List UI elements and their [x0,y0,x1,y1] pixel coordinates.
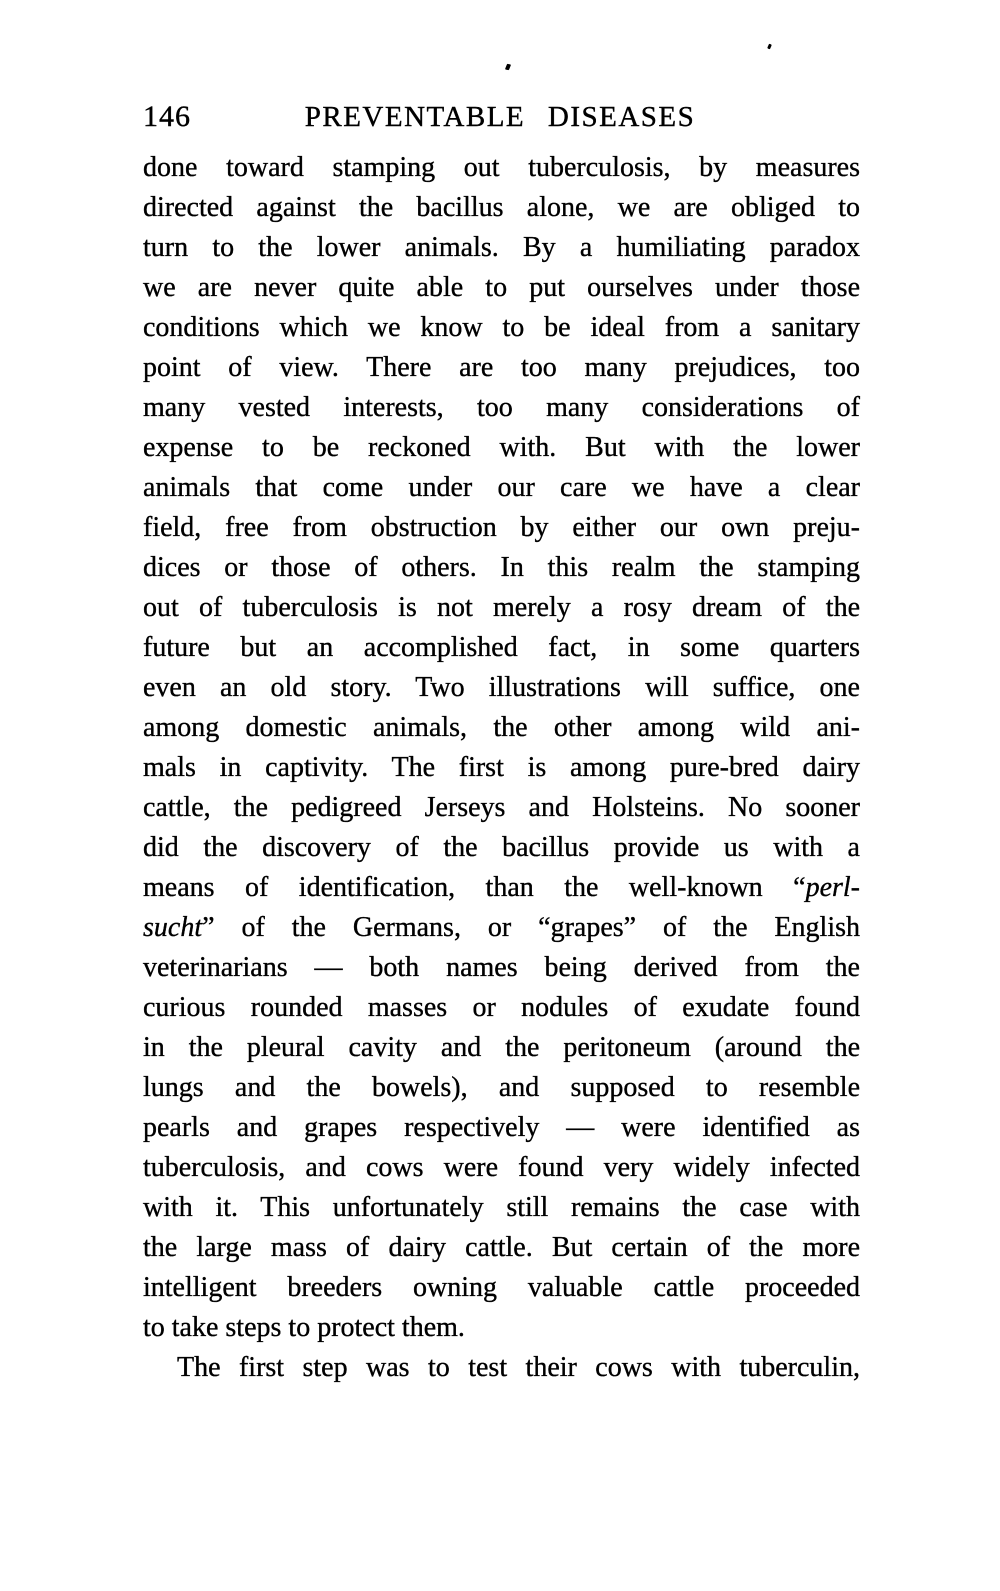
text-line [143,508,860,548]
text-segment: means of identification, than the well-known “ [143,872,806,903]
page-number: 146 [143,100,191,133]
text-line [143,1188,860,1228]
text-line [143,668,860,708]
text-line [143,1068,860,1108]
text-line [143,1348,860,1388]
text-segment: many vested interests, too many considerations of [143,392,860,423]
text-segment: with it. This unfortunately still remains the case with [143,1192,860,1223]
text-line [143,1028,860,1068]
text-segment: among domestic animals, the other among wild ani- [143,712,860,743]
scan-speck [767,44,772,50]
text-segment: expense to be reckoned with. But with the lower [143,432,860,463]
text-line [143,948,860,988]
text-segment: conditions which we know to be ideal from a sanitary [143,312,860,343]
text-segment: curious rounded masses or nodules of exudate found [143,992,860,1023]
text-line [143,1148,860,1188]
text-segment: out of tuberculosis is not merely a rosy dream of the [143,592,860,623]
text-segment: in the pleural cavity and the peritoneum (around the [143,1032,860,1063]
text-line [143,548,860,588]
text-segment: lungs and the bowels), and supposed to resemble [143,1072,860,1103]
text-segment: the large mass of dairy cattle. But certain of the more [143,1232,860,1263]
text-segment: turn to the lower animals. By a humiliating paradox [143,232,860,263]
text-line [143,708,860,748]
text-segment: mals in captivity. The first is among pure-bred dairy [143,752,860,783]
text-segment: we are never quite able to put ourselves under those [143,272,860,303]
text-line [143,588,860,628]
running-title: PREVENTABLE DISEASES [304,101,696,133]
text-segment: pearls and grapes respectively — were identified as [143,1112,860,1143]
text-segment: field, free from obstruction by either our own preju- [143,512,860,543]
text-line [143,1228,860,1268]
text-line [143,788,860,828]
text-line [143,1268,860,1308]
text-segment: tuberculosis, and cows were found very widely infected [143,1152,860,1183]
italic-text: sucht [143,912,203,943]
text-segment: even an old story. Two illustrations will suffice, one [143,672,860,703]
text-line [143,1108,860,1148]
text-line [143,988,860,1028]
text-line [143,188,860,228]
text-segment: cattle, the pedigreed Jerseys and Holsteins. No sooner [143,792,860,823]
text-segment: directed against the bacillus alone, we are obliged to [143,192,860,223]
text-segment: veterinarians — both names being derived from the [143,952,860,983]
text-line [143,828,860,868]
page-header [0,100,1000,134]
text-line [143,388,860,428]
text-segment: point of view. There are too many prejudices, too [143,352,860,383]
body-text [143,148,860,1388]
scan-speck [505,64,511,71]
text-line [143,748,860,788]
text-line [143,1308,860,1348]
text-segment: dices or those of others. In this realm the stamping [143,552,860,583]
text-line [143,308,860,348]
text-line [143,468,860,508]
text-segment: intelligent breeders owning valuable cattle proceeded [143,1272,860,1303]
text-line [143,908,860,948]
text-line [143,268,860,308]
text-line [143,628,860,668]
text-line [143,868,860,908]
text-segment: to take steps to protect them. [143,1312,465,1343]
text-segment: done toward stamping out tuberculosis, by measures [143,152,860,183]
text-segment: future but an accomplished fact, in some quarters [143,632,860,663]
text-line [143,148,860,188]
text-segment: animals that come under our care we have a clear [143,472,860,503]
text-line [143,428,860,468]
italic-text: perl- [805,872,860,903]
text-segment: ” of the Germans, or “grapes” of the English [202,912,860,943]
text-segment: The first step was to test their cows with tuberculin, [177,1352,860,1383]
text-line [143,348,860,388]
text-line [143,228,860,268]
text-segment: did the discovery of the bacillus provide us with a [143,832,860,863]
